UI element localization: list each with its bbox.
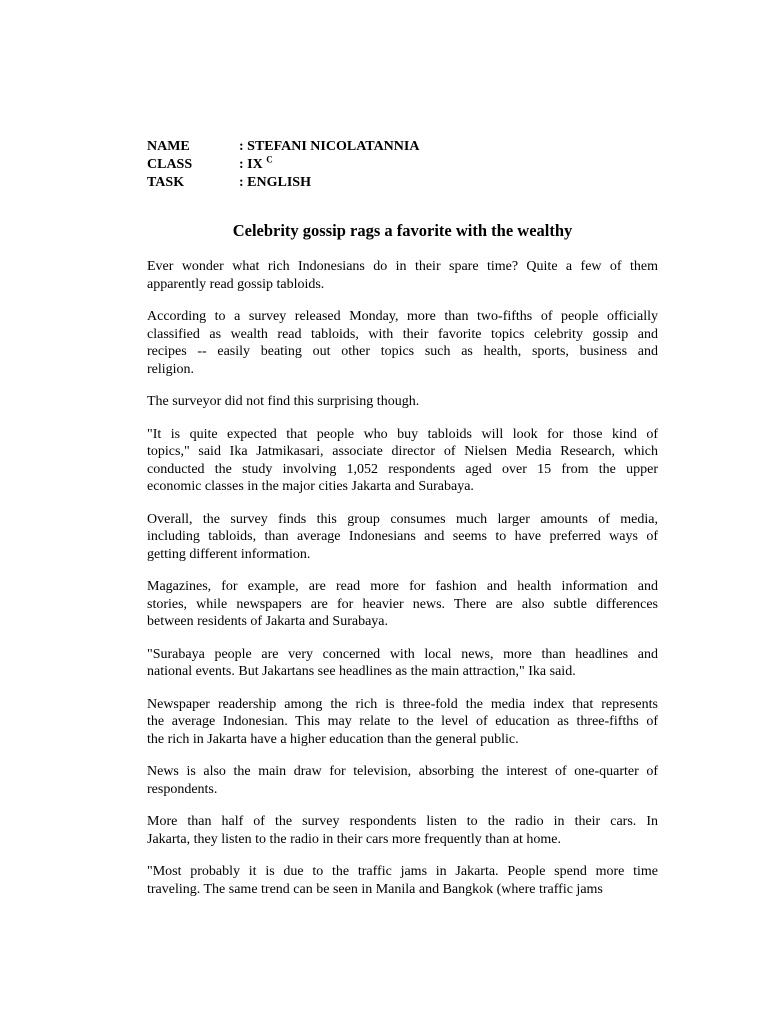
article-paragraph <box>147 393 658 411</box>
article-paragraph <box>147 646 658 681</box>
task-row <box>147 174 419 192</box>
article-paragraph <box>147 426 658 496</box>
task-label: TASK <box>147 175 185 190</box>
paragraph-line: "Most probably it is due to the traffic jams in Jakarta. People spend more time <box>147 864 658 879</box>
task-value: : ENGLISH <box>239 175 311 190</box>
paragraph-line: According to a survey released Monday, more than two-fifths of people officially <box>147 309 658 324</box>
paragraph-line: economic classes in the major cities Jakarta and Surabaya. <box>147 479 474 494</box>
paragraph-line: apparently read gossip tabloids. <box>147 276 325 292</box>
article-body <box>147 258 658 913</box>
paragraph-line: Jakarta, they listen to the radio in their cars more frequently than at home. <box>147 831 562 847</box>
paragraph-line: getting different information. <box>147 546 311 562</box>
paragraph-line: classified as wealth read tabloids, with their favorite topics celebrity gossip and <box>147 326 658 342</box>
class-label: CLASS <box>147 157 193 172</box>
article-title: Celebrity gossip rags a favorite with the wealthy <box>232 221 573 240</box>
paragraph-line: News is also the main draw for television, absorbing the interest of one-quarter of <box>147 764 658 779</box>
student-header <box>147 138 419 192</box>
article-paragraph <box>147 696 658 749</box>
class-row <box>147 156 419 174</box>
paragraph-line: between residents of Jakarta and Surabaya. <box>147 614 389 629</box>
paragraph-line: national events. But Jakartans see headlines as the main attraction," Ika said. <box>147 664 576 679</box>
paragraph-line: Newspaper readership among the rich is three-fold the media index that represents <box>147 696 658 712</box>
paragraph-line: topics," said Ika Jatmikasari, associate director of Nielsen Media Research, which <box>147 444 658 459</box>
class-value: : IX <box>239 157 263 172</box>
article-paragraph <box>147 308 658 378</box>
article-paragraph <box>147 763 658 798</box>
article-paragraph <box>147 511 658 564</box>
article-paragraph <box>147 258 658 293</box>
paragraph-line: "Surabaya people are very concerned with local news, more than headlines and <box>147 646 658 662</box>
paragraph-line: Magazines, for example, are read more for fashion and health information and <box>147 579 658 594</box>
paragraph-line: More than half of the survey respondents listen to the radio in their cars. In <box>147 814 658 829</box>
paragraph-line: The surveyor did not find this surprising though. <box>147 394 420 409</box>
paragraph-line: conducted the study involving 1,052 respondents aged over 15 from the upper <box>147 461 658 477</box>
paragraph-line: the rich in Jakarta have a higher education than the general public. <box>147 731 519 747</box>
paragraph-line: recipes -- easily beating out other topics such as health, sports, business and <box>147 344 658 359</box>
paragraph-line: traveling. The same trend can be seen in Manila and Bangkok (where traffic jams <box>147 881 603 897</box>
name-row <box>147 138 419 156</box>
paragraph-line: "It is quite expected that people who buy tabloids will look for those kind of <box>147 426 658 442</box>
paragraph-line: stories, while newspapers are for heavier news. There are also subtle differences <box>147 596 658 612</box>
article-paragraph <box>147 578 658 631</box>
name-value: : STEFANI NICOLATANNIA <box>239 139 420 154</box>
article-paragraph <box>147 813 658 848</box>
paragraph-line: including tabloids, than average Indonesians and seems to have preferred ways of <box>147 529 658 544</box>
name-label: NAME <box>147 139 190 154</box>
paragraph-line: Ever wonder what rich Indonesians do in their spare time? Quite a few of them <box>147 259 658 274</box>
class-superscript: C <box>266 154 273 165</box>
class-value-wrap <box>239 156 273 174</box>
article-paragraph <box>147 863 658 898</box>
paragraph-line: the average Indonesian. This may relate to the level of education as three-fifths of <box>147 714 658 729</box>
paragraph-line: Overall, the survey finds this group consumes much larger amounts of media, <box>147 511 658 527</box>
paragraph-line: respondents. <box>147 781 218 797</box>
paragraph-line: religion. <box>147 361 195 377</box>
